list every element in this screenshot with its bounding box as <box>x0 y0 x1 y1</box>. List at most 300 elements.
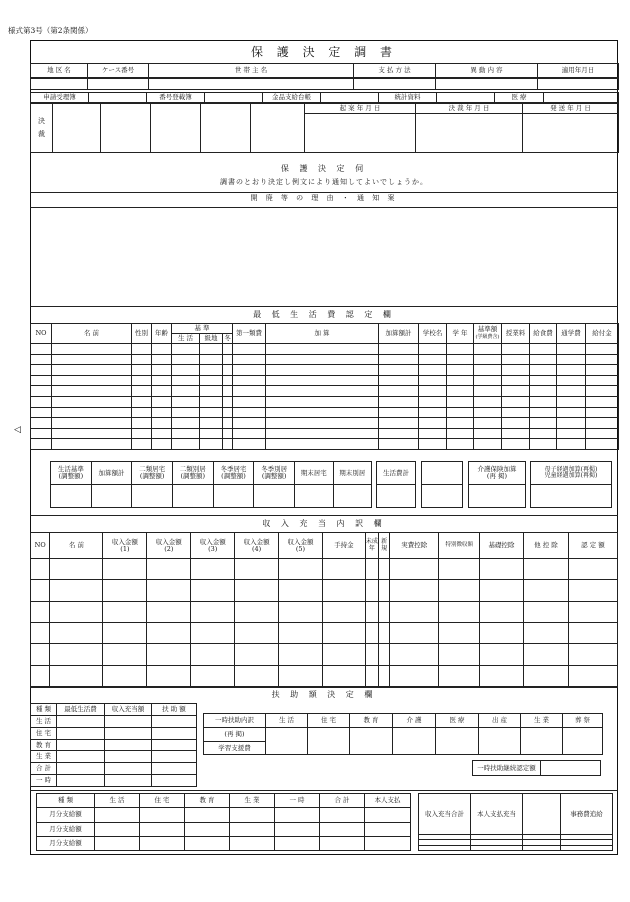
form-cell <box>230 836 275 850</box>
form-cell <box>479 728 521 755</box>
form-cell <box>52 418 132 429</box>
form-cell <box>354 79 436 90</box>
form-cell <box>52 407 132 418</box>
form-cell <box>436 728 479 755</box>
form-cell <box>132 439 152 450</box>
form-cell <box>379 644 390 665</box>
form-cell <box>266 396 379 407</box>
form-cell <box>152 763 197 775</box>
form-cell <box>140 836 185 850</box>
form-cell <box>152 775 197 787</box>
form-cell <box>50 622 103 643</box>
form-cell-label: 収入金額 (2) <box>147 533 191 559</box>
form-cell-label: 種 類 <box>37 794 95 808</box>
form-cell <box>530 428 557 439</box>
header-table <box>30 63 619 78</box>
form-cell <box>191 644 235 665</box>
form-cell-label: 教 育 <box>350 714 393 728</box>
form-cell <box>586 418 619 429</box>
form-cell <box>480 665 524 686</box>
form-cell <box>223 354 233 365</box>
form-cell-label: 期末別居 <box>333 462 372 485</box>
form-cell <box>557 375 586 386</box>
form-cell <box>379 428 419 439</box>
form-cell <box>31 601 50 622</box>
form-cell <box>31 79 88 90</box>
form-cell <box>416 114 523 153</box>
form-cell <box>172 365 200 376</box>
form-cell <box>266 418 379 429</box>
form-cell-label: 生活費計 <box>377 462 416 485</box>
form-cell <box>52 396 132 407</box>
form-cell <box>447 418 474 429</box>
form-cell <box>419 375 447 386</box>
form-cell <box>524 644 569 665</box>
form-cell <box>52 439 132 450</box>
form-cell <box>200 354 223 365</box>
income-table <box>30 532 618 687</box>
form-cell <box>279 559 323 580</box>
form-cell <box>365 822 411 836</box>
form-cell <box>147 622 191 643</box>
form-cell <box>132 418 152 429</box>
form-cell-label: 生 活 <box>266 714 308 728</box>
form-cell <box>254 485 295 508</box>
form-cell-label: 二類居宅 (調整額) <box>132 462 173 485</box>
form-cell <box>52 354 132 365</box>
form-cell <box>365 580 378 601</box>
form-cell <box>379 665 390 686</box>
form-cell <box>279 665 323 686</box>
form-cell <box>147 601 191 622</box>
form-cell <box>31 665 50 686</box>
form-cell <box>31 418 52 429</box>
form-cell <box>152 727 197 739</box>
form-cell-label: 介護保険加算 (再 掲) <box>469 462 526 485</box>
form-cell-label: 冬 <box>224 334 231 343</box>
form-cell <box>235 601 279 622</box>
form-cell <box>266 354 379 365</box>
form-cell <box>379 354 419 365</box>
form-cell-label: 未成年 <box>365 533 378 559</box>
form-cell <box>523 114 619 153</box>
form-cell <box>557 396 586 407</box>
form-cell <box>147 644 191 665</box>
form-cell <box>88 79 149 90</box>
form-cell <box>379 580 390 601</box>
form-cell-label: 月分支給額 <box>37 822 95 836</box>
form-cell <box>140 822 185 836</box>
form-cell <box>235 665 279 686</box>
form-title: 保 護 決 定 調 書 <box>250 45 398 59</box>
form-cell <box>95 808 140 822</box>
form-cell <box>149 79 354 90</box>
form-cell <box>191 622 235 643</box>
form-cell <box>105 715 152 727</box>
form-cell-label: NO <box>31 533 50 559</box>
form-cell <box>172 418 200 429</box>
form-cell <box>390 622 439 643</box>
form-cell-label: 給付金 <box>586 324 619 344</box>
form-cell <box>530 365 557 376</box>
form-cell <box>480 644 524 665</box>
form-cell <box>200 396 223 407</box>
form-cell <box>379 344 419 355</box>
form-cell <box>266 365 379 376</box>
margin-arrow-icon: ◁ <box>14 425 21 435</box>
form-cell-label: 給食費 <box>530 324 557 344</box>
form-cell-label: 一時扶助継続認定額 <box>473 761 541 776</box>
form-cell-label: 生 業 <box>31 751 57 763</box>
form-cell <box>152 715 197 727</box>
form-cell <box>563 728 603 755</box>
form-cell <box>223 439 233 450</box>
form-cell <box>557 428 586 439</box>
sub-box-care-insurance <box>468 461 526 508</box>
form-cell <box>201 104 251 153</box>
form-cell <box>52 375 132 386</box>
form-cell <box>502 428 530 439</box>
form-cell-label: 特別徴収額 <box>439 533 480 559</box>
form-cell <box>390 580 439 601</box>
form-cell <box>502 344 530 355</box>
form-cell <box>393 728 436 755</box>
form-cell <box>390 559 439 580</box>
form-cell <box>502 354 530 365</box>
form-cell <box>57 751 105 763</box>
form-cell <box>223 396 233 407</box>
form-cell <box>365 559 378 580</box>
min-living-title: 最 低 生 活 費 認 定 欄 <box>253 310 395 319</box>
form-cell <box>50 665 103 686</box>
sub-box-group-a <box>50 461 295 508</box>
form-cell-label <box>523 794 561 835</box>
form-cell <box>321 93 379 103</box>
form-cell <box>103 665 147 686</box>
form-cell <box>474 354 502 365</box>
form-cell <box>530 344 557 355</box>
continuation-box <box>472 760 601 776</box>
form-cell <box>447 386 474 397</box>
form-cell-label: 本人支払 <box>365 794 411 808</box>
form-cell <box>200 365 223 376</box>
form-cell <box>308 728 350 755</box>
form-cell <box>419 407 447 418</box>
form-cell <box>266 344 379 355</box>
form-cell-label: 収入金額 (4) <box>235 533 279 559</box>
monthly-payment-table <box>36 793 411 851</box>
form-cell <box>57 727 105 739</box>
form-cell <box>230 808 275 822</box>
form-cell <box>172 439 200 450</box>
form-cell <box>191 665 235 686</box>
form-cell <box>379 559 390 580</box>
form-cell <box>152 428 172 439</box>
form-cell <box>152 751 197 763</box>
form-cell-label: 一 時 <box>31 775 57 787</box>
form-cell <box>200 407 223 418</box>
form-cell <box>390 601 439 622</box>
form-cell <box>447 344 474 355</box>
form-cell-label: 第一類費 <box>233 324 266 344</box>
form-cell <box>50 559 103 580</box>
form-cell <box>557 418 586 429</box>
form-cell <box>322 601 365 622</box>
form-cell <box>502 407 530 418</box>
form-cell-label: 発 送 年 月 日 <box>523 104 619 114</box>
form-cell <box>568 622 617 643</box>
form-cell <box>530 354 557 365</box>
form-cell <box>103 644 147 665</box>
form-cell <box>436 79 538 90</box>
form-cell <box>586 375 619 386</box>
form-cell-label: 生 活 <box>95 794 140 808</box>
form-cell <box>279 622 323 643</box>
form-cell <box>419 396 447 407</box>
form-cell <box>140 808 185 822</box>
form-cell <box>439 644 480 665</box>
form-cell <box>51 485 92 508</box>
form-cell-label: 通学費 <box>557 324 586 344</box>
form-cell <box>541 761 601 776</box>
sub-box-living-total <box>376 461 416 508</box>
form-cell <box>419 365 447 376</box>
form-cell <box>103 622 147 643</box>
form-cell <box>233 375 266 386</box>
form-cell <box>152 739 197 751</box>
record-ledger-row <box>30 92 619 103</box>
form-cell-label: 異 動 内 容 <box>436 64 538 78</box>
form-cell-label: ケース番号 <box>88 64 149 78</box>
form-cell <box>251 104 305 153</box>
form-cell <box>586 428 619 439</box>
min-living-table <box>30 323 619 450</box>
form-cell-label: 月分支給額 <box>37 836 95 850</box>
form-cell <box>105 763 152 775</box>
form-cell <box>474 439 502 450</box>
form-cell <box>524 601 569 622</box>
form-cell-label: 収入充当額 <box>105 704 152 716</box>
form-cell <box>172 396 200 407</box>
form-cell <box>365 808 411 822</box>
form-cell <box>132 354 152 365</box>
form-cell <box>57 739 105 751</box>
form-cell <box>223 386 233 397</box>
form-cell <box>524 665 569 686</box>
form-cell <box>568 559 617 580</box>
form-cell <box>31 580 50 601</box>
form-cell <box>266 728 308 755</box>
form-cell-label: 月分支給額 <box>37 808 95 822</box>
form-cell <box>185 822 230 836</box>
form-cell-label <box>422 462 463 485</box>
form-cell-label: 金品支給台帳 <box>263 93 321 103</box>
form-cell <box>279 644 323 665</box>
form-number: 様式第3号（第2条関係） <box>8 26 93 35</box>
form-cell-label: 医 療 <box>495 93 544 103</box>
form-cell-label: 住 宅 <box>308 714 350 728</box>
form-cell-label: 他 控 除 <box>524 533 569 559</box>
approval-block <box>30 103 619 153</box>
form-cell <box>365 836 411 850</box>
income-title: 収 入 充 当 内 訳 欄 <box>262 519 386 528</box>
form-cell-label: 生 活 <box>31 715 57 727</box>
form-cell <box>52 365 132 376</box>
form-cell <box>57 715 105 727</box>
form-cell <box>474 407 502 418</box>
form-cell-label: 生 活 <box>172 334 200 344</box>
form-cell <box>379 375 419 386</box>
sub-box-group-b <box>294 461 372 508</box>
form-cell <box>305 114 416 153</box>
form-cell <box>480 580 524 601</box>
form-cell <box>379 439 419 450</box>
form-cell-label: 生 業 <box>521 714 563 728</box>
form-cell <box>152 365 172 376</box>
form-cell <box>586 365 619 376</box>
form-cell <box>502 386 530 397</box>
form-cell <box>52 428 132 439</box>
form-cell <box>524 622 569 643</box>
form-cell <box>419 344 447 355</box>
form-cell <box>322 622 365 643</box>
form-cell-label: 基礎控除 <box>480 533 524 559</box>
form-cell <box>31 428 52 439</box>
form-cell-label: 生活基準 (調整額) <box>51 462 92 485</box>
form-cell <box>200 439 223 450</box>
form-cell <box>105 751 152 763</box>
form-cell <box>152 354 172 365</box>
form-cell <box>379 418 419 429</box>
form-cell <box>147 580 191 601</box>
form-cell <box>223 365 233 376</box>
form-cell <box>233 407 266 418</box>
form-cell-label: 本人支払充当 <box>471 794 523 835</box>
form-cell <box>235 559 279 580</box>
form-cell <box>502 418 530 429</box>
form-cell-label: 地 区 名 <box>31 64 88 78</box>
form-cell <box>31 354 52 365</box>
form-cell <box>474 386 502 397</box>
form-cell <box>474 428 502 439</box>
form-cell <box>279 601 323 622</box>
form-cell-label: 種 類 <box>31 704 57 716</box>
inquiry-body: 調書のとおり決定し例文により通知してよいでしょうか。 <box>220 178 428 186</box>
form-cell <box>50 580 103 601</box>
form-cell <box>172 386 200 397</box>
form-cell <box>200 375 223 386</box>
form-cell-label: 名 前 <box>52 324 132 344</box>
form-cell <box>557 354 586 365</box>
form-cell-label: 一時扶助内訳 <box>204 714 266 728</box>
form-cell-label: 基 準 <box>172 324 233 334</box>
form-cell <box>447 375 474 386</box>
form-cell <box>233 396 266 407</box>
form-cell <box>223 344 233 355</box>
form-cell <box>213 485 254 508</box>
form-cell-label: 手持金 <box>322 533 365 559</box>
form-cell <box>379 601 390 622</box>
form-cell <box>530 439 557 450</box>
form-cell <box>172 407 200 418</box>
form-cell-label: 収入金額 (1) <box>103 533 147 559</box>
form-cell-label: 住 宅 <box>140 794 185 808</box>
form-cell <box>230 822 275 836</box>
form-cell <box>437 93 495 103</box>
form-cell <box>101 104 151 153</box>
form-cell: 基準額 (学級費含) <box>474 324 502 344</box>
form-cell <box>557 344 586 355</box>
form-cell <box>132 344 152 355</box>
form-cell <box>379 386 419 397</box>
form-cell <box>152 386 172 397</box>
form-cell-label: 級地 <box>200 334 223 344</box>
form-cell <box>447 354 474 365</box>
form-cell <box>105 739 152 751</box>
form-cell <box>530 396 557 407</box>
form-cell <box>419 418 447 429</box>
form-cell <box>57 775 105 787</box>
form-cell <box>568 580 617 601</box>
form-cell <box>422 485 463 508</box>
form-cell <box>235 644 279 665</box>
form-cell <box>530 386 557 397</box>
form-cell <box>322 559 365 580</box>
form-cell <box>233 439 266 450</box>
form-cell <box>152 396 172 407</box>
form-cell <box>31 344 52 355</box>
form-cell <box>320 808 365 822</box>
form-cell <box>172 354 200 365</box>
form-cell-label: 合 計 <box>31 763 57 775</box>
form-cell <box>233 428 266 439</box>
form-cell <box>469 485 526 508</box>
form-cell <box>53 104 101 153</box>
form-cell-label: 生 業 <box>230 794 275 808</box>
form-cell <box>557 407 586 418</box>
form-cell <box>235 622 279 643</box>
form-cell <box>474 375 502 386</box>
form-cell <box>447 365 474 376</box>
form-cell-label: 授業料 <box>502 324 530 344</box>
form-cell <box>379 622 390 643</box>
form-cell <box>266 439 379 450</box>
form-cell <box>419 354 447 365</box>
form-cell <box>557 365 586 376</box>
sub-box-blank <box>421 461 463 508</box>
form-cell-label: 性別 <box>132 324 152 344</box>
form-cell-label: 番号登載簿 <box>147 93 205 103</box>
form-cell <box>105 775 152 787</box>
form-cell <box>390 665 439 686</box>
form-cell <box>586 407 619 418</box>
form-cell <box>524 580 569 601</box>
form-cell-label: (再 掲) <box>204 728 266 742</box>
aid-title: 扶 助 額 決 定 欄 <box>271 690 377 699</box>
form-cell-label: 世 帯 主 名 <box>149 64 354 78</box>
form-cell <box>200 418 223 429</box>
form-cell <box>31 644 50 665</box>
form-cell <box>266 407 379 418</box>
form-cell <box>322 665 365 686</box>
form-cell <box>447 428 474 439</box>
form-cell-label: 年齢 <box>152 324 172 344</box>
form-cell <box>544 93 619 103</box>
form-cell-label: 期末居宅 <box>295 462 334 485</box>
form-cell <box>95 822 140 836</box>
form-cell-label: 事務費追給 <box>561 794 613 835</box>
form-cell <box>31 439 52 450</box>
